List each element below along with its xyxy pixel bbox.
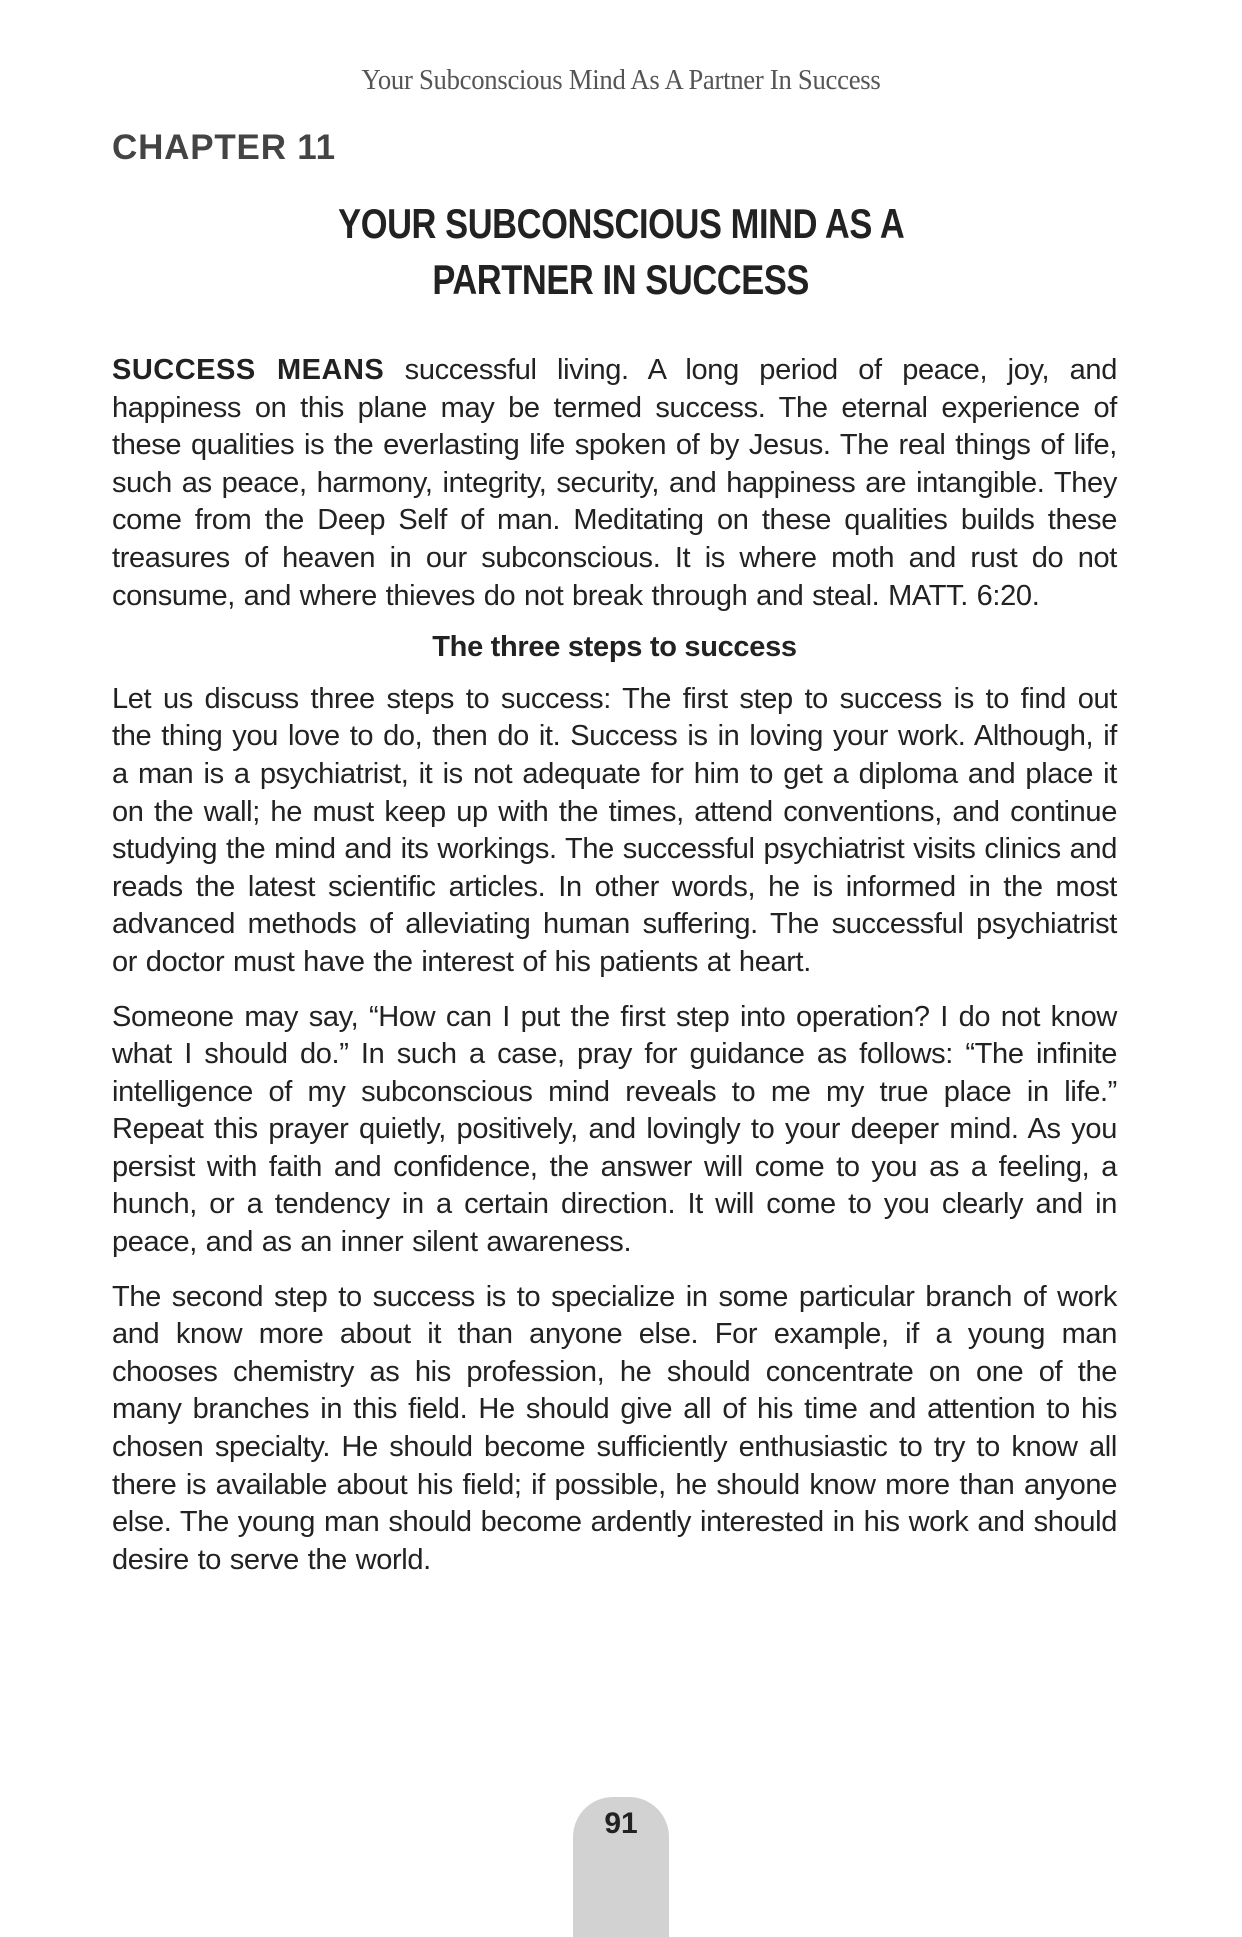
paragraph-3: The second step to success is to specialize in some particular branch of work and know more about it than anyone else. For example, if a young man chooses chemistry as his profession, he should concentrate on one of the many branches in this field. He should give all of his time and attention to his chosen specialty. He should become sufficiently enthusiastic to try to know all there is available about his field; if possible, he should know more than anyone else. The young man should become ardently interested in his work and should desire to serve the world. [112,1280,1117,1576]
paragraph-gap [112,982,1117,999]
chapter-title-line-1: YOUR SUBCONSCIOUS MIND AS A [337,200,905,247]
chapter-label: CHAPTER 11 [112,128,336,167]
intro-text: successful living. A long period of peace, joy, and happiness on this plane may be termed success. The eternal experience of these qualities is the everlasting life spoken of by Jesus. The real things of life, such as peace, harmony, integrity, security, and happiness are intangible. They come from the Deep Self of man. Meditating on these qualities builds these treasures of heaven in our subconscious. It is where moth and rust do not consume, and where thieves do not break through and steal. MATT. 6:20. [112,354,1117,612]
page-number-tab [573,1797,669,1937]
section-heading: The three steps to success [432,631,797,664]
body-text [112,352,1117,1579]
paragraph-1: Let us discuss three steps to success: The first step to success is to find out the thing you love to do, then do it. Success is in loving your work. Although, if a man is a psychiatrist, it is not adequate for him to get a diploma and place it on the wall; he must keep up with the times, attend conventions, and continue studying the mind and its workings. The successful psychiatrist visits clinics and reads the latest scientific articles. In other words, he is informed in the most advanced methods of alleviating human suffering. The successful psychiatrist or doctor must have the interest of his patients at heart. [112,682,1117,978]
paragraph-gap [112,1262,1117,1279]
paragraph-2: Someone may say, “How can I put the first step into operation? I do not know what I should do.” In such a case, pray for guidance as follows: “The infinite intelligence of my subconscious mind reveals to me my true place in life.” Repeat this prayer quietly, positively, and lovingly to your deeper mind. As you persist with faith and confidence, the answer will come to you as a feeling, a hunch, or a tendency in a certain direction. It will come to you clearly and in peace, and as an inner silent awareness. [112,1000,1117,1259]
chapter-title-line-2: PARTNER IN SUCCESS [432,256,810,303]
page-number: 91 [604,1807,638,1840]
running-head: Your Subconscious Mind As A Partner In Success [361,64,881,96]
intro-paragraph [112,352,1117,615]
chapter-title [0,196,1242,308]
intro-lead: SUCCESS MEANS [112,354,385,386]
